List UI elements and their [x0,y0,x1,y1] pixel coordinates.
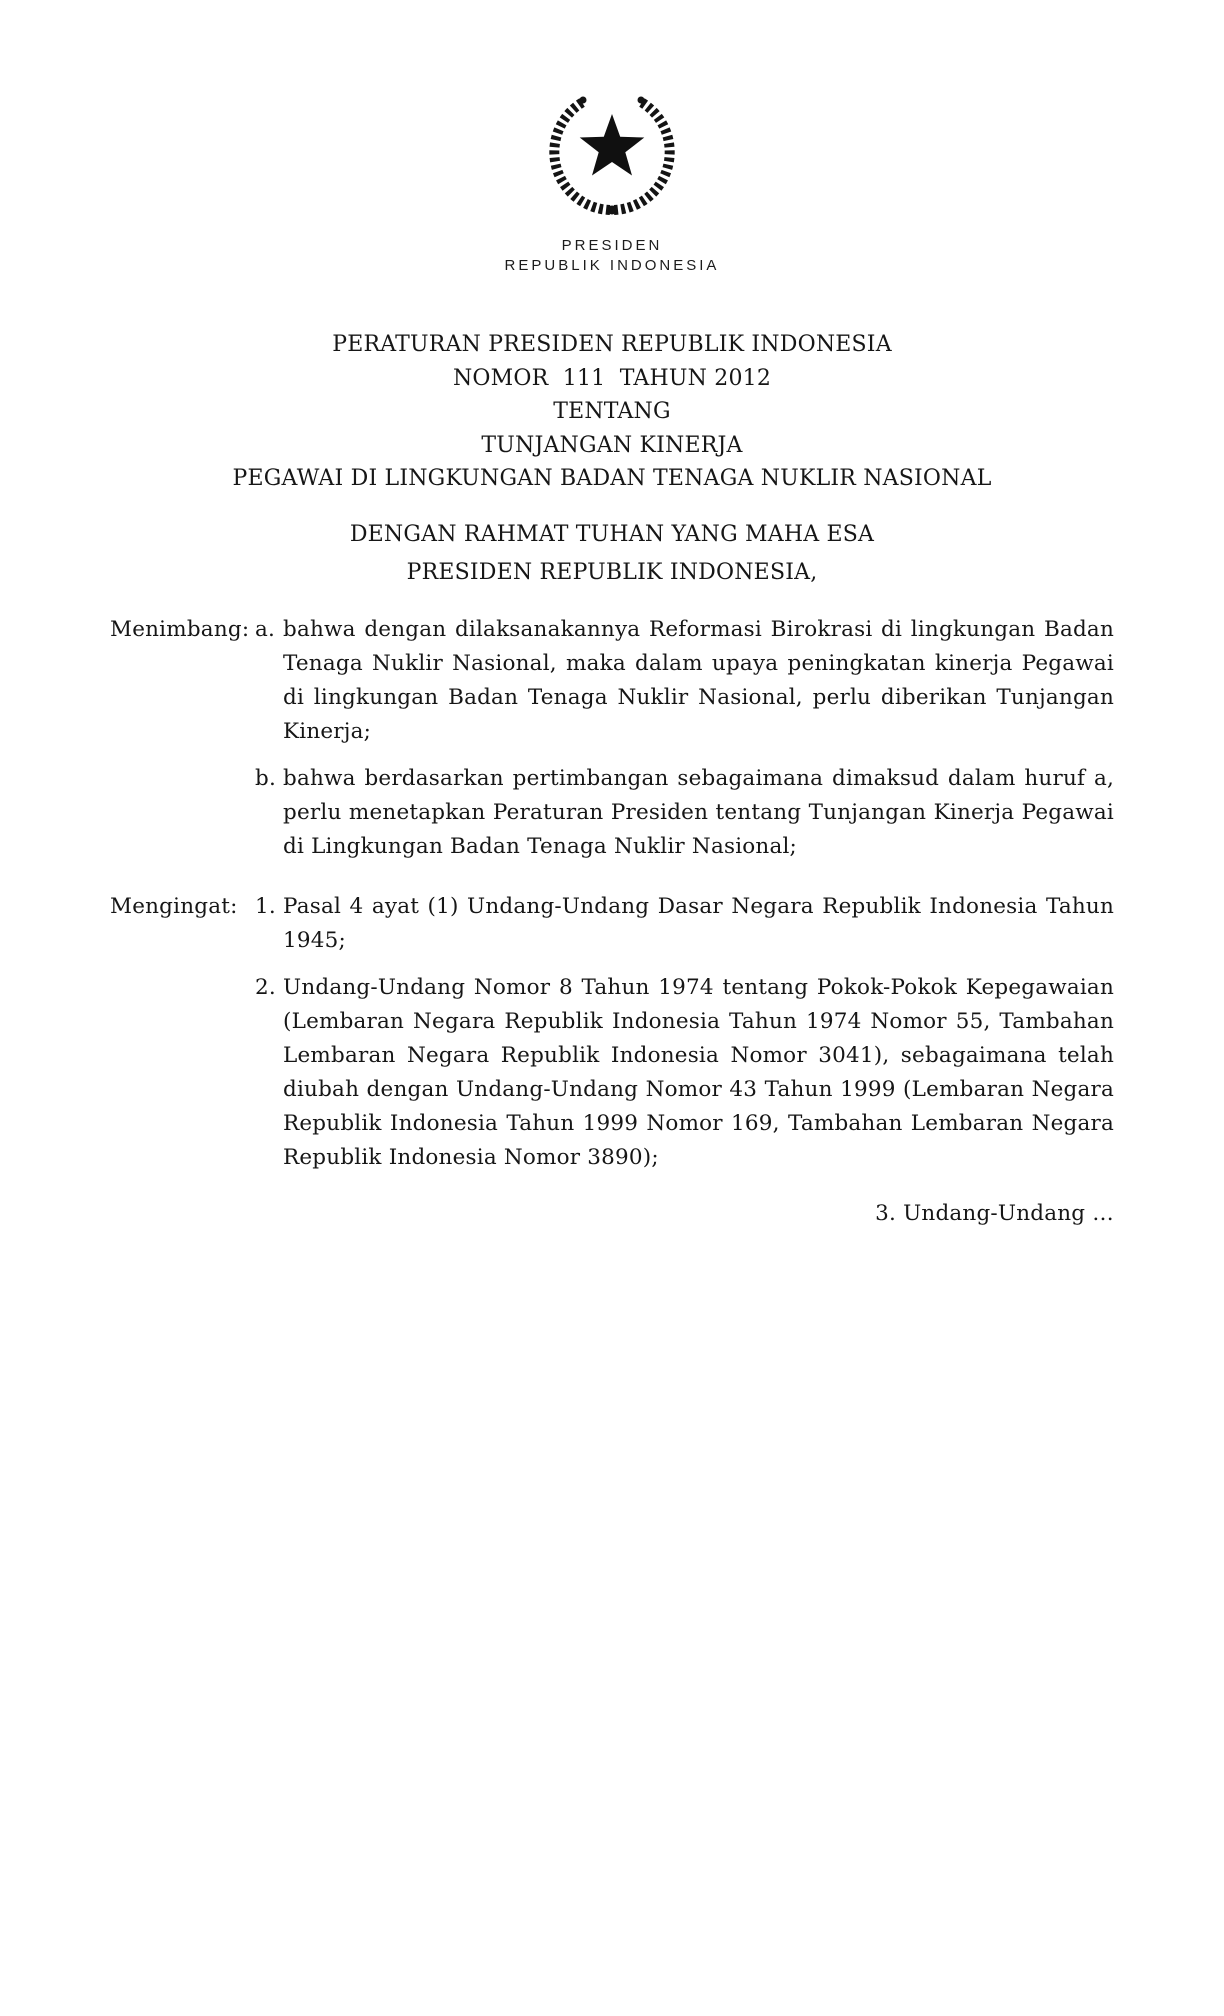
invocation-line: DENGAN RAHMAT TUHAN YANG MAHA ESA [349,521,875,547]
regulation-number-line: NOMOR 111 TAHUN 2012 [452,365,772,391]
list-item-marker: b. [255,765,276,791]
list-item-marker: a. [255,616,276,642]
page-continuation-catchword: 3. Undang-Undang … [875,1200,1114,1226]
garuda-star-wreath-icon [497,80,727,230]
title-block [0,328,1224,496]
section-items-mengingat [255,890,1114,1175]
emblem-caption [0,236,1224,276]
list-item [255,762,1114,864]
list-item [255,890,1114,958]
list-item-text: bahwa berdasarkan pertimbangan sebagaimana dimaksud dalam huruf a, perlu menetapkan Peraturan Presiden tentang Tunjangan Kinerja Pegawai di Lingkungan Badan Tenaga Nuklir Nasional; [283,765,1114,859]
presidential-emblem [0,80,1224,276]
list-item [255,613,1114,749]
section-label-menimbang: Menimbang: [110,616,250,642]
list-item [255,971,1114,1175]
emblem-caption-line2: REPUBLIK INDONESIA [504,257,720,274]
emblem-caption-line1: PRESIDEN [561,237,663,254]
section-label-mengingat: Mengingat: [110,893,238,919]
section-menimbang [110,613,1114,864]
regulation-title-line1: PERATURAN PRESIDEN REPUBLIK INDONESIA [332,332,892,357]
list-item-text: Pasal 4 ayat (1) Undang-Undang Dasar Negara Republik Indonesia Tahun 1945; [283,893,1114,953]
issuer-line: PRESIDEN REPUBLIK INDONESIA, [406,559,818,585]
list-item-marker: 2. [255,974,276,1000]
section-items-menimbang [255,613,1114,864]
document-body [0,613,1224,1175]
section-mengingat [110,890,1114,1175]
regulation-tentang-line: TENTANG [553,399,671,424]
list-item-text: bahwa dengan dilaksanakannya Reformasi Birokrasi di lingkungan Badan Tenaga Nuklir Nasional, maka dalam upaya peningkatan kinerja Pegawai di lingkungan Badan Tenaga Nuklir Nasional, perlu diberikan Tunjangan Kinerja; [283,616,1114,744]
list-item-marker: 1. [255,893,276,919]
list-item-text: Undang-Undang Nomor 8 Tahun 1974 tentang Pokok-Pokok Kepegawaian (Lembaran Negara Republik Indonesia Tahun 1974 Nomor 55, Tambahan Lembaran Negara Republik Indonesia Nomor 3041), sebagaimana telah diubah dengan Undang-Undang Nomor 43 Tahun 1999 (Lembaran Negara Republik Indonesia Tahun 1999 Nomor 169, Tambahan Lembaran Negara Republik Indonesia Nomor 3890); [283,974,1114,1170]
regulation-subject-line1: TUNJANGAN KINERJA [481,432,743,458]
regulation-subject-line2: PEGAWAI DI LINGKUNGAN BADAN TENAGA NUKLIR NASIONAL [232,466,992,491]
